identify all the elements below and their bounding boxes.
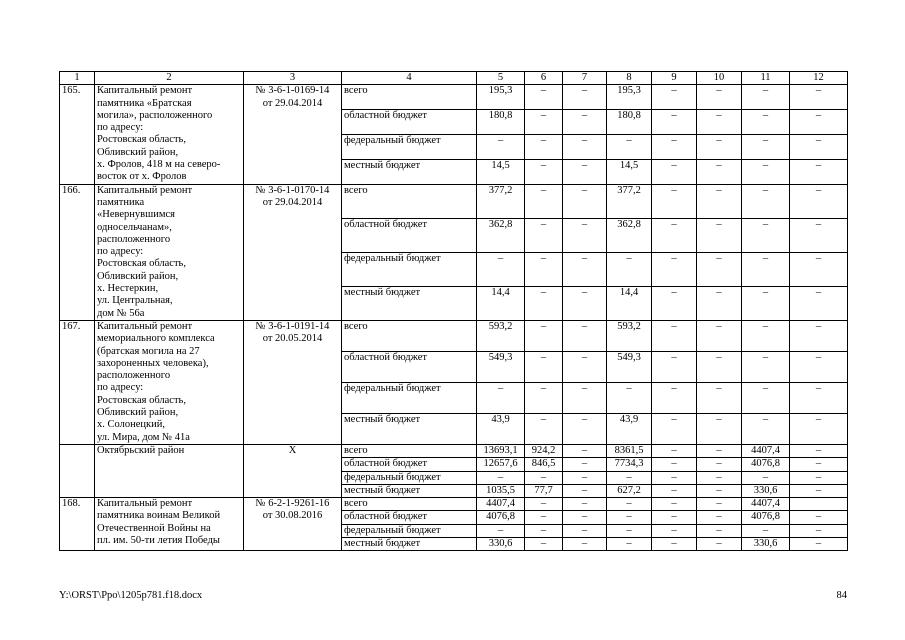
item-number: 168.: [60, 498, 95, 551]
budget-source-label: местный бюджет: [342, 159, 477, 184]
amount-cell: –: [742, 159, 790, 184]
amount-cell: –: [652, 320, 697, 351]
amount-cell: 549,3: [607, 351, 652, 382]
budget-source-label: федеральный бюджет: [342, 471, 477, 484]
amount-cell: –: [697, 444, 742, 457]
amount-cell: –: [563, 413, 607, 444]
amount-cell: –: [607, 537, 652, 550]
district-name: [95, 444, 244, 497]
amount-cell: –: [742, 524, 790, 537]
amount-cell: 4076,8: [477, 511, 525, 524]
amount-cell: –: [652, 110, 697, 135]
description-line: расположенного: [97, 370, 171, 382]
amount-cell: –: [563, 351, 607, 382]
amount-cell: –: [697, 286, 742, 320]
amount-cell: –: [790, 537, 848, 550]
document-reference-line: № 3-6-1-0191-14: [255, 320, 330, 332]
amount-cell: –: [607, 511, 652, 524]
description-line: х. Фролов, 418 м на северо-: [97, 159, 221, 171]
amount-cell: –: [790, 320, 848, 351]
budget-source-label: областной бюджет: [342, 458, 477, 471]
description-line: Капитальный ремонт: [97, 85, 193, 97]
amount-cell: –: [790, 286, 848, 320]
amount-cell: –: [742, 320, 790, 351]
amount-cell: 377,2: [477, 184, 525, 218]
amount-cell: –: [525, 524, 563, 537]
amount-cell: –: [790, 218, 848, 252]
description-line: ул. Центральная,: [97, 295, 173, 307]
table-row: [60, 498, 848, 511]
table-row: [60, 444, 848, 457]
amount-cell: [790, 498, 848, 511]
amount-cell: –: [742, 252, 790, 286]
amount-cell: –: [652, 134, 697, 159]
description-line: могила», расположенного: [97, 109, 213, 121]
document-reference: [244, 444, 342, 497]
description-line: Ростовская область,: [97, 394, 186, 406]
amount-cell: –: [525, 110, 563, 135]
amount-cell: –: [790, 524, 848, 537]
budget-source-label: всего: [342, 85, 477, 110]
document-reference-line: № 6-2-1-9261-16: [255, 498, 330, 510]
amount-cell: –: [525, 471, 563, 484]
amount-cell: –: [563, 184, 607, 218]
description-line: памятника: [97, 196, 145, 208]
amount-cell: –: [790, 471, 848, 484]
amount-cell: 13693,1: [477, 444, 525, 457]
amount-cell: 7734,3: [607, 458, 652, 471]
table-row: [60, 320, 848, 351]
amount-cell: –: [607, 498, 652, 511]
column-number-header: 7: [563, 72, 607, 85]
description-line: по адресу:: [97, 246, 144, 258]
description-line: Капитальный ремонт: [97, 184, 193, 196]
amount-cell: 924,2: [525, 444, 563, 457]
budget-source-label: областной бюджет: [342, 218, 477, 252]
item-number: 166.: [60, 184, 95, 320]
amount-cell: –: [652, 511, 697, 524]
amount-cell: –: [790, 444, 848, 457]
amount-cell: –: [525, 286, 563, 320]
amount-cell: 8361,5: [607, 444, 652, 457]
amount-cell: –: [697, 511, 742, 524]
amount-cell: –: [697, 110, 742, 135]
amount-cell: 627,2: [607, 484, 652, 497]
amount-cell: –: [563, 159, 607, 184]
amount-cell: –: [697, 484, 742, 497]
amount-cell: –: [790, 184, 848, 218]
amount-cell: –: [790, 134, 848, 159]
amount-cell: –: [697, 413, 742, 444]
amount-cell: –: [525, 184, 563, 218]
column-number-header: 9: [652, 72, 697, 85]
amount-cell: –: [607, 382, 652, 413]
column-number-header: 12: [790, 72, 848, 85]
amount-cell: –: [563, 458, 607, 471]
amount-cell: –: [697, 382, 742, 413]
amount-cell: 593,2: [477, 320, 525, 351]
column-number-header: 2: [95, 72, 244, 85]
amount-cell: –: [742, 134, 790, 159]
amount-cell: –: [607, 524, 652, 537]
column-number-header: 6: [525, 72, 563, 85]
amount-cell: 14,5: [607, 159, 652, 184]
table-header-row: [60, 72, 848, 85]
column-number-header: 3: [244, 72, 342, 85]
description-line: дом № 56а: [97, 307, 145, 319]
description-line: Ростовская область,: [97, 258, 186, 270]
document-reference-line: Х: [288, 444, 297, 456]
amount-cell: –: [697, 320, 742, 351]
amount-cell: –: [525, 134, 563, 159]
amount-cell: 77,7: [525, 484, 563, 497]
amount-cell: –: [563, 382, 607, 413]
document-reference: [244, 320, 342, 444]
amount-cell: 377,2: [607, 184, 652, 218]
footer-file-path: Y:\ORST\Ppo\1205p781.f18.docx: [59, 590, 203, 601]
amount-cell: –: [652, 351, 697, 382]
description-line: захороненных человека),: [97, 357, 209, 369]
amount-cell: –: [525, 498, 563, 511]
amount-cell: –: [697, 458, 742, 471]
footer-page-number: 84: [836, 590, 847, 601]
amount-cell: –: [525, 252, 563, 286]
amount-cell: –: [790, 413, 848, 444]
amount-cell: 549,3: [477, 351, 525, 382]
object-description: [95, 184, 244, 320]
amount-cell: –: [563, 286, 607, 320]
description-line: по адресу:: [97, 382, 144, 394]
description-line: расположенного: [97, 233, 171, 245]
description-line: памятника воинам Великой: [97, 510, 221, 522]
amount-cell: –: [477, 382, 525, 413]
document-reference-line: от 20.05.2014: [262, 333, 323, 345]
amount-cell: 195,3: [607, 85, 652, 110]
budget-source-label: федеральный бюджет: [342, 134, 477, 159]
budget-source-label: всего: [342, 320, 477, 351]
description-line: (братская могила на 27: [97, 345, 200, 357]
amount-cell: –: [525, 537, 563, 550]
amount-cell: 180,8: [477, 110, 525, 135]
amount-cell: –: [525, 320, 563, 351]
budget-source-label: областной бюджет: [342, 511, 477, 524]
amount-cell: –: [742, 85, 790, 110]
budget-source-label: всего: [342, 498, 477, 511]
description-line: Капитальный ремонт: [97, 498, 193, 510]
column-number-header: 5: [477, 72, 525, 85]
amount-cell: –: [652, 498, 697, 511]
amount-cell: 4407,4: [742, 444, 790, 457]
amount-cell: –: [563, 320, 607, 351]
amount-cell: 12657,6: [477, 458, 525, 471]
amount-cell: –: [607, 471, 652, 484]
description-line: памятника «Братская: [97, 97, 192, 109]
amount-cell: –: [790, 252, 848, 286]
amount-cell: 43,9: [477, 413, 525, 444]
budget-source-label: местный бюджет: [342, 286, 477, 320]
amount-cell: –: [563, 471, 607, 484]
amount-cell: 43,9: [607, 413, 652, 444]
amount-cell: –: [742, 218, 790, 252]
column-number-header: 8: [607, 72, 652, 85]
document-reference: [244, 85, 342, 184]
amount-cell: –: [697, 498, 742, 511]
amount-cell: 362,8: [477, 218, 525, 252]
amount-cell: –: [697, 471, 742, 484]
amount-cell: 14,5: [477, 159, 525, 184]
amount-cell: –: [607, 134, 652, 159]
description-line: х. Нестеркин,: [97, 283, 159, 295]
column-number-header: 10: [697, 72, 742, 85]
document-reference-line: от 30.08.2016: [262, 510, 323, 522]
amount-cell: –: [790, 159, 848, 184]
budget-source-label: федеральный бюджет: [342, 382, 477, 413]
amount-cell: –: [742, 382, 790, 413]
amount-cell: 4407,4: [477, 498, 525, 511]
amount-cell: –: [563, 444, 607, 457]
amount-cell: –: [652, 524, 697, 537]
amount-cell: –: [563, 85, 607, 110]
amount-cell: –: [742, 351, 790, 382]
budget-source-label: всего: [342, 444, 477, 457]
amount-cell: –: [563, 537, 607, 550]
table-row: [60, 85, 848, 110]
amount-cell: 14,4: [607, 286, 652, 320]
amount-cell: –: [563, 134, 607, 159]
amount-cell: –: [652, 218, 697, 252]
amount-cell: –: [607, 252, 652, 286]
object-description: [95, 320, 244, 444]
amount-cell: –: [697, 184, 742, 218]
amount-cell: –: [525, 159, 563, 184]
description-line: Ростовская область,: [97, 134, 186, 146]
description-line: мемориального комплекса: [97, 333, 215, 345]
document-reference: [244, 184, 342, 320]
amount-cell: –: [525, 218, 563, 252]
document-reference-line: № 3-6-1-0170-14: [255, 184, 330, 196]
amount-cell: –: [525, 85, 563, 110]
budget-table: [59, 71, 848, 551]
amount-cell: –: [652, 252, 697, 286]
amount-cell: –: [563, 218, 607, 252]
description-line: Обливский район,: [97, 407, 179, 419]
amount-cell: –: [477, 134, 525, 159]
amount-cell: –: [563, 484, 607, 497]
amount-cell: –: [697, 351, 742, 382]
document-reference-line: от 29.04.2014: [262, 97, 323, 109]
budget-source-label: местный бюджет: [342, 537, 477, 550]
amount-cell: –: [652, 537, 697, 550]
amount-cell: –: [652, 382, 697, 413]
amount-cell: –: [563, 252, 607, 286]
amount-cell: –: [697, 524, 742, 537]
amount-cell: 1035,5: [477, 484, 525, 497]
object-description: [95, 498, 244, 551]
amount-cell: 330,6: [477, 537, 525, 550]
amount-cell: –: [697, 85, 742, 110]
object-description: [95, 85, 244, 184]
amount-cell: –: [652, 484, 697, 497]
amount-cell: –: [563, 511, 607, 524]
amount-cell: –: [742, 286, 790, 320]
item-number: 167.: [60, 320, 95, 444]
amount-cell: –: [697, 134, 742, 159]
amount-cell: –: [563, 524, 607, 537]
amount-cell: –: [652, 286, 697, 320]
amount-cell: –: [477, 252, 525, 286]
amount-cell: –: [742, 413, 790, 444]
budget-source-label: областной бюджет: [342, 110, 477, 135]
amount-cell: –: [652, 85, 697, 110]
description-line: Октябрьский район: [97, 444, 185, 456]
amount-cell: –: [525, 413, 563, 444]
description-line: по адресу:: [97, 122, 144, 134]
amount-cell: –: [742, 110, 790, 135]
amount-cell: 362,8: [607, 218, 652, 252]
description-line: Отечественной Войны на: [97, 522, 211, 534]
description-line: ул. Мира, дом № 41а: [97, 431, 190, 443]
amount-cell: –: [563, 498, 607, 511]
amount-cell: –: [790, 110, 848, 135]
description-line: «Невернувшимся: [97, 209, 175, 221]
amount-cell: –: [477, 471, 525, 484]
amount-cell: 4076,8: [742, 458, 790, 471]
budget-source-label: федеральный бюджет: [342, 252, 477, 286]
amount-cell: –: [742, 184, 790, 218]
column-number-header: 4: [342, 72, 477, 85]
amount-cell: –: [697, 537, 742, 550]
amount-cell: –: [790, 511, 848, 524]
column-number-header: 11: [742, 72, 790, 85]
amount-cell: –: [790, 85, 848, 110]
description-line: восток от х. Фролов: [97, 171, 187, 183]
description-line: односельчанам»,: [97, 221, 172, 233]
amount-cell: –: [652, 159, 697, 184]
budget-source-label: местный бюджет: [342, 413, 477, 444]
budget-source-label: федеральный бюджет: [342, 524, 477, 537]
amount-cell: 4407,4: [742, 498, 790, 511]
amount-cell: 195,3: [477, 85, 525, 110]
document-reference-line: № 3-6-1-0169-14: [255, 85, 330, 97]
budget-source-label: областной бюджет: [342, 351, 477, 382]
amount-cell: –: [790, 484, 848, 497]
amount-cell: –: [525, 351, 563, 382]
amount-cell: –: [477, 524, 525, 537]
amount-cell: –: [652, 444, 697, 457]
document-reference-line: от 29.04.2014: [262, 196, 323, 208]
amount-cell: 330,6: [742, 484, 790, 497]
document-reference: [244, 498, 342, 551]
amount-cell: –: [790, 458, 848, 471]
amount-cell: –: [790, 382, 848, 413]
amount-cell: 4076,8: [742, 511, 790, 524]
amount-cell: –: [697, 218, 742, 252]
amount-cell: –: [525, 382, 563, 413]
amount-cell: 14,4: [477, 286, 525, 320]
description-line: пл. им. 50-ти летия Победы: [97, 534, 220, 546]
description-line: Обливский район,: [97, 270, 179, 282]
column-number-header: 1: [60, 72, 95, 85]
amount-cell: –: [525, 511, 563, 524]
description-line: х. Солонецкий,: [97, 419, 165, 431]
amount-cell: –: [790, 351, 848, 382]
description-line: Капитальный ремонт: [97, 320, 193, 332]
budget-source-label: всего: [342, 184, 477, 218]
item-number: 165.: [60, 85, 95, 184]
amount-cell: 180,8: [607, 110, 652, 135]
amount-cell: –: [652, 184, 697, 218]
amount-cell: –: [652, 458, 697, 471]
amount-cell: –: [652, 471, 697, 484]
amount-cell: –: [697, 159, 742, 184]
item-number: [60, 444, 95, 497]
table-row: [60, 184, 848, 218]
budget-source-label: местный бюджет: [342, 484, 477, 497]
amount-cell: –: [742, 471, 790, 484]
description-line: Обливский район,: [97, 146, 179, 158]
amount-cell: –: [652, 413, 697, 444]
amount-cell: 593,2: [607, 320, 652, 351]
amount-cell: 330,6: [742, 537, 790, 550]
amount-cell: –: [563, 110, 607, 135]
amount-cell: –: [697, 252, 742, 286]
amount-cell: 846,5: [525, 458, 563, 471]
